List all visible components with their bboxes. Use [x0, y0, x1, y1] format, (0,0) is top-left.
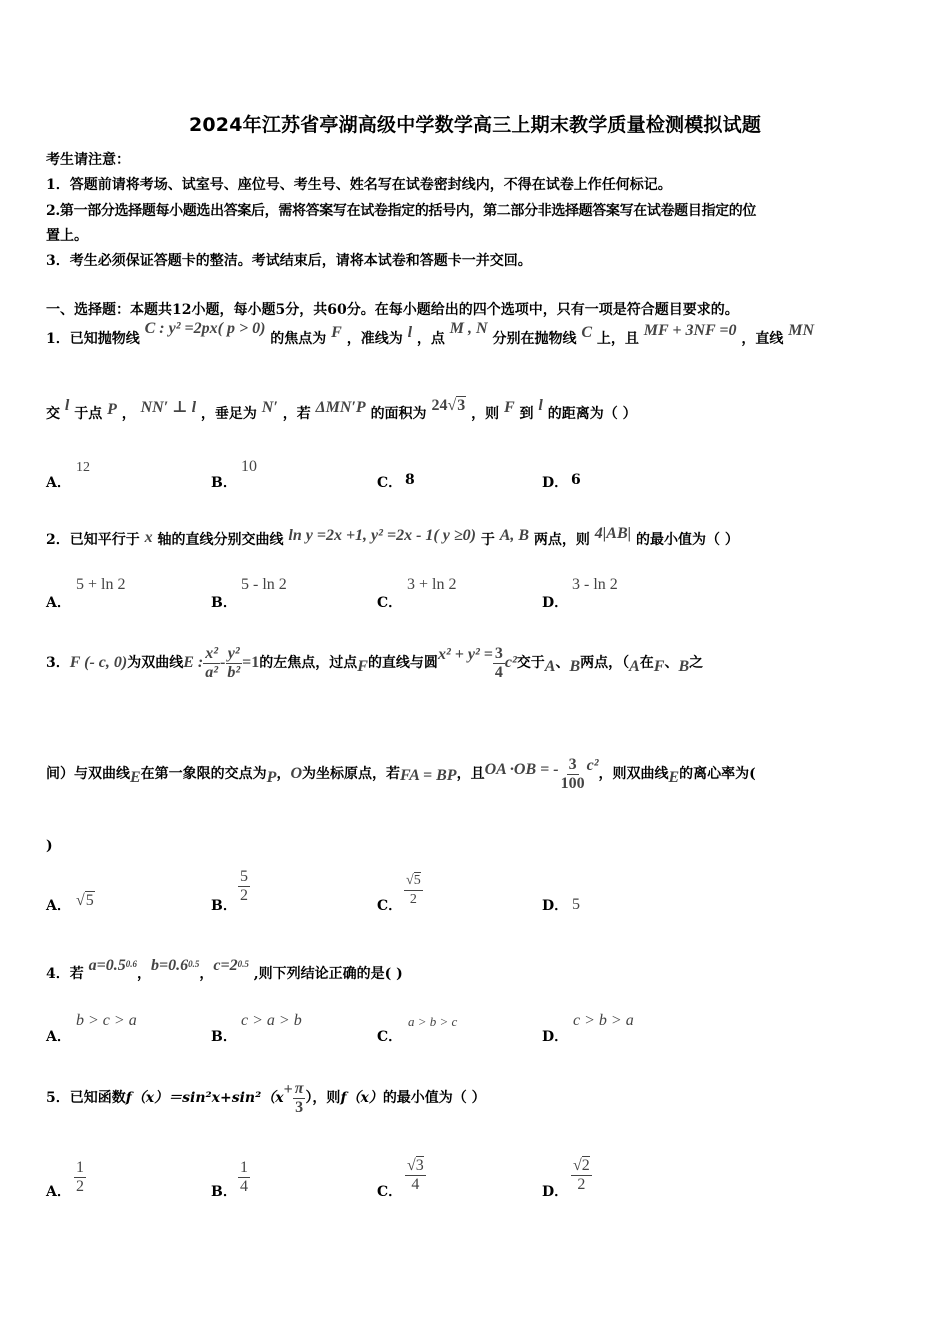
q5-option-c-label: C． — [377, 1184, 403, 1200]
q1-option-c-label: C． — [377, 475, 403, 491]
q3-math: =1 — [242, 654, 260, 671]
q3-text: 3． — [46, 655, 70, 671]
q3-text: 之 — [689, 655, 704, 671]
q4-math-b — [151, 957, 199, 974]
q5-text: 5．已知函数 — [46, 1090, 126, 1106]
q5-option-d-label: D． — [542, 1184, 569, 1200]
q5-function: f（x） — [340, 1090, 383, 1106]
q1-option-a-label: A． — [46, 475, 71, 491]
q3-option-c-label: C． — [377, 898, 403, 914]
q2-option-b[interactable]: 5 - ln 2 — [241, 576, 287, 593]
q3-text: ，且 — [456, 766, 485, 782]
q3-option-b-num: 5 — [240, 868, 248, 885]
q3-text: 交于 — [516, 655, 545, 671]
q1-text: ，点 — [416, 331, 445, 347]
q3-frac-den: b² — [227, 663, 241, 681]
q4-option-d-label: D． — [542, 1029, 569, 1045]
q5-option-a-label: A． — [46, 1184, 71, 1200]
q3-text: 的离心率为( — [679, 766, 756, 782]
question-1-line-2 — [46, 397, 637, 424]
q2-option-d-label: D． — [542, 595, 569, 611]
q2-text: 于 — [480, 532, 495, 548]
q1-text: ，垂足为 — [200, 406, 257, 422]
question-3-line-3: ) — [46, 838, 53, 854]
q3-option-b-label: B． — [211, 898, 237, 914]
q3-text: 的左焦点，过点 — [259, 655, 358, 671]
q3-option-c-frac: $\frac{√5}{2}$ — [406, 873, 421, 907]
q4-math: b=0.6 — [151, 957, 189, 974]
notice-item-1: 1．答题前请将考场、试室号、座位号、考生号、姓名写在试卷密封线内，不得在试卷上作任何标记。 — [46, 177, 672, 193]
q3-math: E — [130, 769, 141, 786]
q3-text: 、 — [555, 655, 570, 671]
q3-text: 、 — [664, 655, 679, 671]
page-title: 2024年江苏省亭湖高级中学数学高三上期末教学质量检测模拟试题 — [188, 114, 762, 136]
q3-option-a-label: A． — [46, 898, 71, 914]
q1-math: 24 — [431, 397, 448, 414]
q5-frac-num: π — [294, 1079, 304, 1097]
q3-frac-num: x² — [205, 644, 219, 662]
q3-frac-x — [203, 645, 220, 682]
q1-math-area: 24√3 — [431, 397, 466, 414]
q5-frac-den: 3 — [295, 1098, 304, 1116]
q2-text: 两点，则 — [533, 532, 590, 548]
q5-text: 的最小值为（ ） — [382, 1090, 486, 1106]
q2-math: x — [144, 529, 153, 546]
q3-option-c-den: 2 — [409, 892, 417, 907]
q3-frac-y — [225, 645, 242, 682]
q4-text: ， — [137, 966, 151, 982]
q3-text: 间）与双曲线 — [46, 766, 130, 782]
q2-option-b-label: B． — [211, 595, 237, 611]
q1-math-parabola: C : y² =2px( p > 0) — [144, 320, 266, 337]
q4-option-c-label: C． — [377, 1029, 403, 1045]
q1-text: 1．已知抛物线 — [46, 331, 140, 347]
q4-exponent: 0.5 — [237, 959, 249, 969]
q3-math: c² — [586, 757, 599, 774]
q3-text: 为双曲线 — [127, 655, 184, 671]
q5-option-b-label: B． — [211, 1184, 237, 1200]
q3-text: 在第一象限的交点为 — [140, 766, 267, 782]
notice-header: 考生请注意： — [46, 152, 130, 168]
q4-option-b-label: B． — [211, 1029, 237, 1045]
q1-option-b-label: B． — [211, 475, 237, 491]
q5-option-a-num: 1 — [76, 1159, 84, 1176]
q1-math: l — [407, 324, 413, 341]
q3-option-b[interactable] — [238, 868, 250, 905]
q3-math: - — [220, 654, 226, 671]
q3-math: F (- c, 0) — [69, 654, 128, 671]
q1-text: ，直线 — [741, 331, 784, 347]
q3-option-d[interactable]: 5 — [572, 896, 580, 913]
q3-option-a-value: 5 — [85, 892, 94, 909]
q4-option-a[interactable]: b > c > a — [76, 1012, 137, 1029]
q3-text: 为坐标原点，若 — [302, 766, 401, 782]
q1-option-b[interactable]: 10 — [241, 458, 257, 475]
q3-frac-den: a² — [205, 663, 219, 681]
q4-math-a — [89, 957, 137, 974]
q5-math: + — [283, 1081, 293, 1098]
q3-math: E : — [183, 654, 204, 671]
q2-text: 2．已知平行于 — [46, 532, 140, 548]
q1-math: F — [503, 399, 515, 416]
q1-math: F — [331, 324, 342, 341]
q3-math: F — [653, 658, 665, 675]
section-heading: 一、选择题：本题共12小题，每小题5分，共60分。在每小题给出的四个选项中，只有一项是符合题目要求的。 — [46, 302, 739, 318]
q2-option-a[interactable]: 5 + ln 2 — [76, 576, 126, 593]
q4-option-b[interactable]: c > a > b — [241, 1012, 302, 1029]
q3-math: F — [357, 658, 368, 675]
q4-exponent: 0.6 — [125, 959, 137, 969]
q3-frac-den: 4 — [494, 663, 503, 681]
q1-math: M , N — [449, 320, 488, 337]
q2-text: 的最小值为（ ） — [636, 532, 739, 548]
q2-text: 轴的直线分别交曲线 — [157, 532, 284, 548]
q1-math: 3 — [457, 397, 466, 414]
notice-item-2-cont: 置上。 — [46, 228, 88, 244]
q3-math: A — [629, 658, 640, 675]
q5-option-a-den: 2 — [76, 1178, 84, 1195]
q3-math: O — [290, 765, 303, 782]
q3-text: ，则双曲线 — [598, 766, 669, 782]
question-3-line-2 — [46, 744, 756, 804]
notice-item-3: 3．考生必须保证答题卡的整洁。考试结束后，请将本试卷和答题卡一并交回。 — [46, 253, 532, 269]
q2-option-a-label: A． — [46, 595, 71, 611]
q4-text: ,则下列结论正确的是( ) — [253, 966, 403, 982]
q1-text: 上，且 — [596, 331, 639, 347]
q3-frac-num: 3 — [568, 755, 577, 773]
q5-frac-pi — [293, 1080, 306, 1117]
q3-math: B — [569, 658, 581, 675]
q5-option-c-num: 3 — [415, 1157, 424, 1174]
q1-option-d-label: D． — [542, 475, 569, 491]
q4-exponent: 0.5 — [188, 959, 200, 969]
q5-option-b-frac — [238, 1159, 250, 1196]
q4-text: ， — [199, 966, 214, 982]
q1-math: l — [538, 397, 543, 414]
q4-option-d[interactable]: c > b > a — [573, 1012, 634, 1029]
q4-option-c[interactable]: a > b > c — [408, 1014, 458, 1029]
q1-math: N′ — [261, 399, 278, 416]
q5-option-d[interactable] — [571, 1157, 592, 1194]
q2-math: 4|AB| — [594, 525, 632, 542]
q3-option-b-den: 2 — [240, 887, 248, 904]
q3-option-c[interactable] — [404, 872, 423, 909]
q1-text: ， — [121, 406, 136, 422]
q1-math: NN′ ⊥ l — [140, 399, 197, 416]
q3-frac-den: 100 — [560, 774, 585, 792]
q1-math: l — [64, 397, 70, 414]
q1-text: 到 — [519, 406, 534, 422]
q3-text: ， — [276, 766, 291, 782]
q3-math: P — [266, 769, 277, 786]
q2-option-c-label: C． — [377, 595, 403, 611]
q5-option-d-num: 2 — [581, 1157, 590, 1174]
q5-text: ），则 — [305, 1090, 341, 1106]
q1-math: MN — [788, 322, 815, 339]
q5-option-b-num: 1 — [240, 1159, 248, 1176]
q1-option-d[interactable]: 6 — [571, 472, 581, 488]
q1-math-vector: MF + 3NF =0 — [643, 322, 737, 339]
q1-text: 分别在抛物线 — [492, 331, 577, 347]
q1-text: ，若 — [282, 406, 311, 422]
q5-option-a[interactable] — [74, 1159, 86, 1196]
q1-math: ΔMN′P — [315, 399, 366, 416]
q1-text: 交 — [46, 406, 60, 422]
q1-option-c[interactable]: 8 — [405, 472, 415, 488]
q3-text: 两点，（ — [580, 655, 630, 671]
q3-option-a[interactable]: √5 — [76, 892, 94, 909]
q1-math: P — [107, 401, 117, 418]
q4-math: c=2 — [213, 957, 238, 974]
q2-option-c[interactable]: 3 + ln 2 — [407, 576, 457, 593]
q3-text: 在 — [639, 655, 654, 671]
q4-math: a=0.5 — [88, 957, 126, 974]
q4-option-a-label: A． — [46, 1029, 71, 1045]
q1-math: C — [581, 324, 592, 341]
q3-math: A — [544, 658, 556, 675]
question-3-line-1 — [46, 638, 703, 688]
q3-math: E — [668, 769, 680, 786]
q3-option-b-frac — [238, 868, 250, 905]
q3-text: 的直线与圆 — [367, 655, 438, 671]
q2-math: A, B — [499, 527, 530, 544]
q4-math-c — [213, 957, 248, 974]
q1-text: ，则 — [471, 406, 500, 422]
q5-option-b[interactable] — [238, 1159, 250, 1196]
q3-option-d-label: D． — [542, 898, 569, 914]
q1-text: 的面积为 — [370, 406, 427, 422]
notice-item-2: 2.第一部分选择题每小题选出答案后，需将答案写在试卷指定的括号内，第二部分非选择题答案写在试卷题目指定的位 — [46, 203, 757, 219]
q5-function: f（x）＝sin²x+sin²（x — [125, 1090, 284, 1106]
question-5-line-1 — [46, 1074, 486, 1122]
q1-option-a[interactable]: 12 — [76, 460, 90, 475]
q5-option-c[interactable] — [405, 1157, 426, 1194]
q4-text: 4．若 — [46, 966, 84, 982]
q1-text: ，准线为 — [346, 331, 403, 347]
question-2-line-1 — [46, 525, 739, 550]
q3-frac-num: y² — [227, 644, 240, 662]
q5-option-d-den: 2 — [577, 1176, 586, 1193]
q3-math-vector: FA = BP — [400, 767, 457, 784]
q1-text: 于点 — [74, 406, 103, 422]
q5-option-b-den: 4 — [240, 1178, 248, 1195]
question-1-line-1 — [46, 320, 815, 349]
q5-option-c-frac: $\frac{√3}{4}$ — [407, 1157, 424, 1193]
q3-math: c² — [504, 654, 517, 671]
q3-frac-num: 3 — [494, 644, 503, 662]
q3-option-c-num: 5 — [413, 873, 421, 888]
q3-math-dot-product: OA ·OB = - — [484, 761, 559, 778]
question-4-line-1 — [46, 957, 403, 984]
q2-math-curves: ln y =2x +1, y² =2x - 1( y ≥0) — [288, 527, 476, 544]
q5-option-c-den: 4 — [411, 1176, 420, 1193]
q1-text: 的焦点为 — [270, 331, 327, 347]
q1-text: 的距离为（ ） — [547, 406, 637, 422]
q3-math: B — [678, 658, 690, 675]
q5-option-a-frac — [74, 1159, 86, 1196]
q3-math-circle: x² + y² = — [437, 646, 493, 663]
q3-frac-dot — [559, 756, 587, 793]
q3-frac-circle — [493, 645, 505, 682]
q5-option-d-frac: $\frac{√2}{2}$ — [573, 1157, 590, 1193]
q2-option-d[interactable]: 3 - ln 2 — [572, 576, 618, 593]
